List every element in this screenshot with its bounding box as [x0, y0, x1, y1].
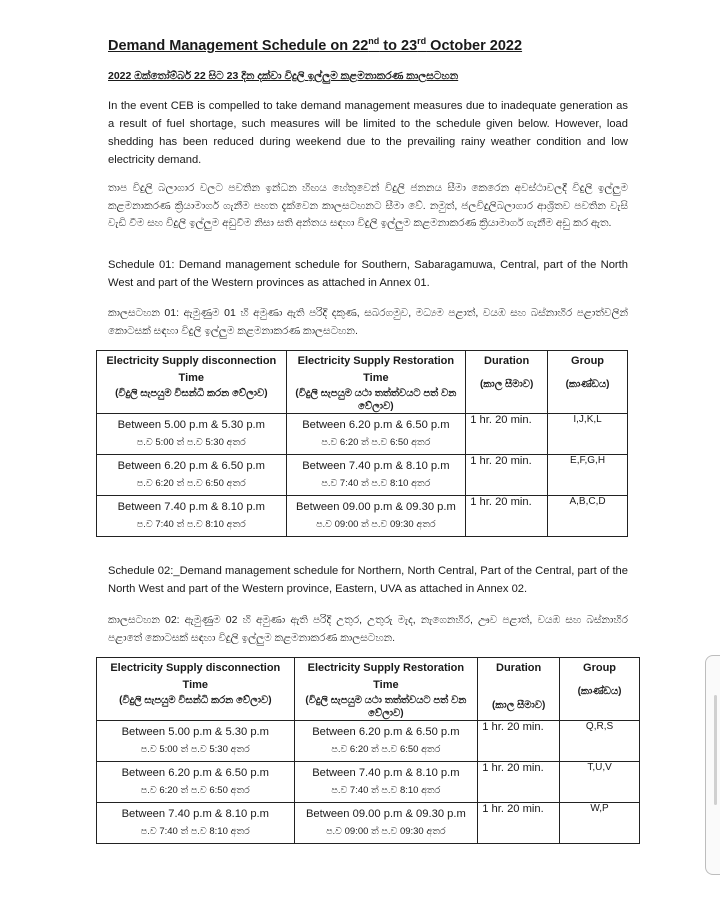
table-row: [97, 803, 640, 844]
cell-restore: Between 6.20 p.m & 6.50 p.m ප.ව 6:20 ත් ප.ව 6:50 අතර: [294, 721, 478, 762]
cell-restore: Between 7.40 p.m & 8.10 p.m ප.ව 7:40 ත් ප.ව 8:10 අතර: [286, 455, 466, 496]
header-group: Group (කාණ්ඩය): [560, 658, 640, 721]
table-header-row: [97, 658, 640, 721]
title-sup-nd: nd: [368, 36, 380, 46]
header-duration: Duration (කාල සීමාව): [478, 658, 560, 721]
document-title: [108, 36, 522, 54]
cell-disconnect: Between 6.20 p.m & 6.50 p.m ප.ව 6:20 ත් ප.ව 6:50 අතර: [97, 762, 295, 803]
cell-restore: Between 7.40 p.m & 8.10 p.m ප.ව 7:40 ත් ප.ව 8:10 අතර: [294, 762, 478, 803]
header-group: Group (කාණ්ඩය): [548, 351, 628, 414]
schedule-02-table: [96, 657, 640, 844]
title-text-mid: to 23: [379, 37, 418, 54]
title-sup-rd: rd: [417, 36, 427, 46]
header-disconnection-time: Electricity Supply disconnection Time (විදුලි සැපයුම විසන්ධි කරන වේලාව): [97, 658, 295, 721]
cell-restore: Between 09.00 p.m & 09.30 p.m ප.ව 09:00 ත් ප.ව 09:30 අතර: [294, 803, 478, 844]
side-scroll-tab[interactable]: [705, 655, 720, 875]
cell-restore: Between 09.00 p.m & 09.30 p.m ප.ව 09:00 ත් ප.ව 09:30 අතර: [286, 496, 466, 537]
schedule-01-heading-sinhala: කාලසටහන 01: ඇමුණුම 01 හි අමුණා ඇති පරිදි දකුණ, සබරගමුව, මධ්‍යම පළාත්, වයඹ සහ බස්නාහිර පළාත්වලින් කොටසක් සඳහා විදුලි ඉල්ලුම කළමනාකරණ කාලසටහන.: [108, 307, 628, 337]
cell-disconnect: Between 7.40 p.m & 8.10 p.m ප.ව 7:40 ත් ප.ව 8:10 අතර: [97, 803, 295, 844]
cell-disconnect: Between 5.00 p.m & 5.30 p.m ප.ව 5:00 ත් ප.ව 5:30 අතර: [97, 721, 295, 762]
cell-disconnect: Between 6.20 p.m & 6.50 p.m ප.ව 6:20 ත් ප.ව 6:50 අතර: [97, 455, 287, 496]
schedule-01-table: [96, 350, 628, 537]
document-subtitle-sinhala: 2022 ඔක්තෝම්බර් 22 සිට 23 දින දක්වා විදුලි ඉල්ලුම කළමනාකරණ කාලසටහන: [108, 70, 459, 82]
cell-duration: 1 hr. 20 min.: [466, 414, 548, 455]
cell-group: Q,R,S: [560, 721, 640, 762]
table-row: [97, 496, 628, 537]
table-row: [97, 721, 640, 762]
cell-group: E,F,G,H: [548, 455, 628, 496]
cell-disconnect: Between 7.40 p.m & 8.10 p.m ප.ව 7:40 ත් ප.ව 8:10 අතර: [97, 496, 287, 537]
schedule-02-heading-sinhala: කාලසටහන 02: ඇමුණුම 02 හි අමුණා ඇති පරිදි උතුර, උතුරු මැද, නැගෙනහිර, ඌව පළාත්, වයඹ සහ බස්නාහිර පළාතේ කොටසක් සඳහා විදුලි ඉල්ලුම කළමනාකරණ කාලසටහන.: [108, 614, 628, 644]
intro-paragraph-english: In the event CEB is compelled to take demand management measures due to inadequate generation as a result of fuel shortage, such measures will be limited to the schedule given below. However, load shedding has been reduced during weekend due to the prevailing rainy weather condition and low electricity demand.: [108, 100, 628, 166]
table-row: [97, 455, 628, 496]
cell-disconnect: Between 5.00 p.m & 5.30 p.m ප.ව 5:00 ත් ප.ව 5:30 අතර: [97, 414, 287, 455]
table-row: [97, 414, 628, 455]
table-row: [97, 762, 640, 803]
header-restoration-time: Electricity Supply Restoration Time (විදුලි සැපයුම යථා තත්ත්වයට පත් වන වේලාව): [286, 351, 466, 414]
cell-group: W,P: [560, 803, 640, 844]
table-header-row: [97, 351, 628, 414]
scrollbar-thumb[interactable]: [714, 695, 717, 805]
cell-group: I,J,K,L: [548, 414, 628, 455]
cell-duration: 1 hr. 20 min.: [466, 496, 548, 537]
cell-duration: 1 hr. 20 min.: [478, 762, 560, 803]
intro-paragraph-sinhala: තාප විදුලි බලාගාර වලට පවතින ඉන්ධන හිඟය හේතුවෙන් විදුලි ජනනය සීමා කෙරෙන අවස්ථාවලදී විදුලි ඉල්ලුම කළමනාකරණ ක්‍රියාමාර්ග ගැනීම පහත දැක්වෙන කාලසටහනට සීමා වේ. නමුත්, ජලවිදුලිබලාගාර ආශ්‍රිතව පවතින වැසි වැඩි වීම සහ විදුලි ඉල්ලුම අඩුවීම නිසා සති අන්තය සඳහා විදුලි ඉල්ලුම කළමනාකරණ ක්‍රියාමාර්ග ගැනීම අඩු කර ඇත.: [108, 182, 628, 229]
cell-duration: 1 hr. 20 min.: [478, 721, 560, 762]
title-text-end: October 2022: [426, 37, 523, 54]
cell-duration: 1 hr. 20 min.: [478, 803, 560, 844]
title-text: Demand Management Schedule on 22: [108, 37, 369, 54]
header-disconnection-time: Electricity Supply disconnection Time (විදුලි සැපයුම විසන්ධි කරන වේලාව): [97, 351, 287, 414]
header-duration: Duration (කාල සීමාව): [466, 351, 548, 414]
cell-duration: 1 hr. 20 min.: [466, 455, 548, 496]
cell-group: A,B,C,D: [548, 496, 628, 537]
cell-group: T,U,V: [560, 762, 640, 803]
header-restoration-time: Electricity Supply Restoration Time (විදුලි සැපයුම යථා තත්ත්වයට පත් වන වේලාව): [294, 658, 478, 721]
schedule-02-heading: Schedule 02:_Demand management schedule for Northern, North Central, Part of the Central, part of the North West and part of the Western province, Eastern, UVA as attached in Annex 02.: [108, 565, 628, 595]
schedule-01-heading: Schedule 01: Demand management schedule for Southern, Sabaragamuwa, Central, part of the North West and part of the Western provinces as attached in Annex 01.: [108, 259, 628, 289]
cell-restore: Between 6.20 p.m & 6.50 p.m ප.ව 6:20 ත් ප.ව 6:50 අතර: [286, 414, 466, 455]
